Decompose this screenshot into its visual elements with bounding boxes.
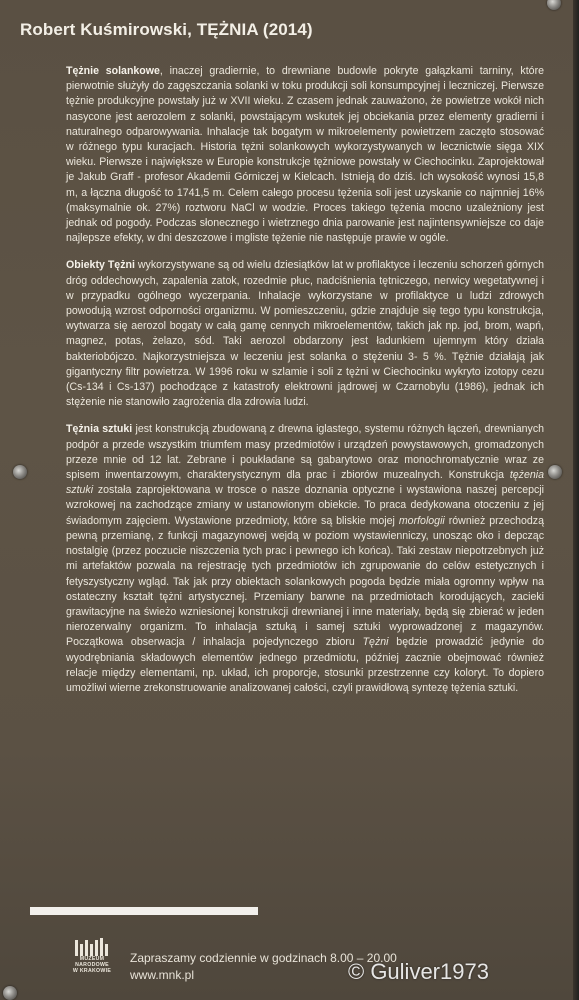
logo-line: MUZEUM [79,956,105,962]
screw-bolt-bottom-left [3,986,17,1000]
screw-bolt-left [13,465,27,479]
decorative-bar [30,907,258,915]
mnk-logo-icon [75,938,109,956]
board-text [66,64,544,696]
paragraph-body: również przechodzą pewną przemianę, z funkcji magazynowej wejdą w poziom wystawienniczy, unosząc oko i depcząc nostalgię (przez poczucie niszczenia tych prac i pewnego ich końca). Taki zestaw niepotrzebnych już mi artefaktów pozwala na rejestrację tych przedmiotów ich zgrupowanie do celów estetycznych i fetyszystyczny wgląd. Tak jak przy obiektach solankowych pogoda będzie miała ogromny wpływ na ostateczny kształt tężni artystycznej. Przemiany barwne na przedmiotach korodujących, zacieki grawitacyjne na świeżo wzniesionej konstrukcji drewnianej i inne materiały, będą się zbierać w jeden nierozerwalny organizm. To inhalacja sztuką i samej sztuki wyprowadzonej z magazynów. Początkowa obserwacja / inhalacja pojedynczego zbioru [66,514,544,649]
logo-line: W KRAKOWIE [72,968,112,974]
board-edge [573,0,579,1000]
paragraph-teznia-sztuki [66,422,544,696]
screw-bolt-right [548,465,562,479]
paragraph-lead: Tężnia sztuki [66,423,133,436]
paragraph-body: , inaczej gradiernie, to drewniane budowle pokryte gałązkami tarniny, które pierwotnie służyły do zagęszczania solanki w toku produkcji soli konsumpcyjnej i leczniczej. Pierwsze tężnie produkcyjne powstały już w XVII wieku. Z czasem jednak zauważono, że powietrze wokół nich nasycone jest aerozolem z solanki, powstającym wskutek jej obciekania przez elementy gradierni i naturalnego odparowywania. Inhalacje tak bogatym w mikroelementy powietrzem zaczęto stosować w różnego typu kuracjach. Historia tężni solankowych wykorzystywanych w lecznictwie sięga XIX wieku. Pierwsze i największe w Europie konstrukcje tężniowe powstały w Ciechocinku. Zaprojektował je Jakub Graff - profesor Akademii Górniczej w Kielcach. Istnieją do dziś. Ich wysokość wynosi 15,8 m, a łączna długość to 1741,5 m. Celem całego procesu tężenia soli jest uzyskanie co najmniej 16% (maksymalnie ok. 27%) roztworu NaCl w wodzie. Proces takiego tężenia mocno uzależniony jest jednak od pogody. Podczas słonecznego i wietrznego dnia parowanie jest najintensywniejsze co daje najlepsze efekty, w dni deszczowe i mgliste tężenie nie następuje prawie w ogóle. [66,65,544,245]
opening-hours: Zapraszamy codziennie w godzinach 8.00 – 20.00 [130,951,397,965]
paragraph-body: będzie prowadzić jedynie do wyodrębniania składowych elementów jednego przedmiotu, później zacznie obejmować również relacje między elementami, np. układ, ich proporcje, stosunki przestrzenne czy koloryt. To dopiero umożliwi wierne zrekonstruowanie analizowanej całości, czyli prawidłową syntezę tężenia sztuki. [66,636,544,694]
museum-logo [70,938,114,984]
paragraph-italic: morfologii [398,514,445,527]
paragraph-obiekty-tezni [66,258,544,410]
logo-line: NARODOWE [75,962,109,968]
paragraph-teznie-solankowe [66,64,544,246]
museum-url: www.mnk.pl [130,968,195,982]
paragraph-body: jest konstrukcją zbudowaną z drewna iglastego, systemu różnych łączeń, drewnianych podpór a przede wszystkim triumfem masy przedmiotów i urządzeń powystawowych, gromadzonych przeze mnie od 12 lat. Zebrane i poukładane są gabarytowo oraz monochromatycznie wraz ze spisem inwentarzowym, charakterystycznym dla prac i zbiorów muzealnych. Konstrukcja [66,423,545,482]
paragraph-italic: tężenia sztuki [66,469,544,497]
paragraph-body: wykorzystywane są od wielu dziesiątków lat w profilaktyce i leczeniu schorzeń górnych dróg oddechowych, zapalenia zatok, rozedmie płuc, nadciśnienia tętniczego, nerwicy wegetatywnej i w przypadku ogólnego wyczerpania. Inhalacje wykorzystane w profilaktyce u ludzi zdrowych powodują wzrost odporności organizmu. W pomieszczeniu, gdzie znajduje się tego typu konstrukcja, wytwarza się aerozol bogaty w całą gamę cennych mikroelementów, takich jak np. jod, brom, wapń, magnez, potas, żelazo, sód. Taki aerozol obdarzony jest ładunkiem ujemnym który działa bakteriobójczo. Najkorzystniejsza w leczeniu jest solanka o stężeniu 3- 5 %. Tężnie działają jak gigantyczny filtr powietrza. W 1996 roku w szlamie i soli z tężni w Ciechocinku wykryto izotopy cezu (Cs-134 i Cs-137) pochodzące z katastrofy elektrowni jądrowej w Czarnobylu (1986), jednak ich stężenie nie stanowiło zagrożenia dla zdrowia ludzi. [66,259,545,409]
paragraph-lead: Obiekty Tężni [66,259,135,272]
board-title: Robert Kuśmirowski, TĘŻNIA (2014) [20,20,313,39]
paragraph-italic: Tężni [362,636,389,649]
paragraph-lead: Tężnie solankowe [66,65,160,77]
paragraph-body: została zaprojektowana w trosce o nasze doznania optyczne i wystawiona naszej percepcji wzrokowej na zachodzące zmiany w ustanowionym obiekcie. To praca dedykowana otoczeniu z jej świadomym zajęciem. Wystawione przedmioty, które są bliskie mojej [66,484,544,527]
photo-watermark: © Guliver1973 [348,959,489,984]
